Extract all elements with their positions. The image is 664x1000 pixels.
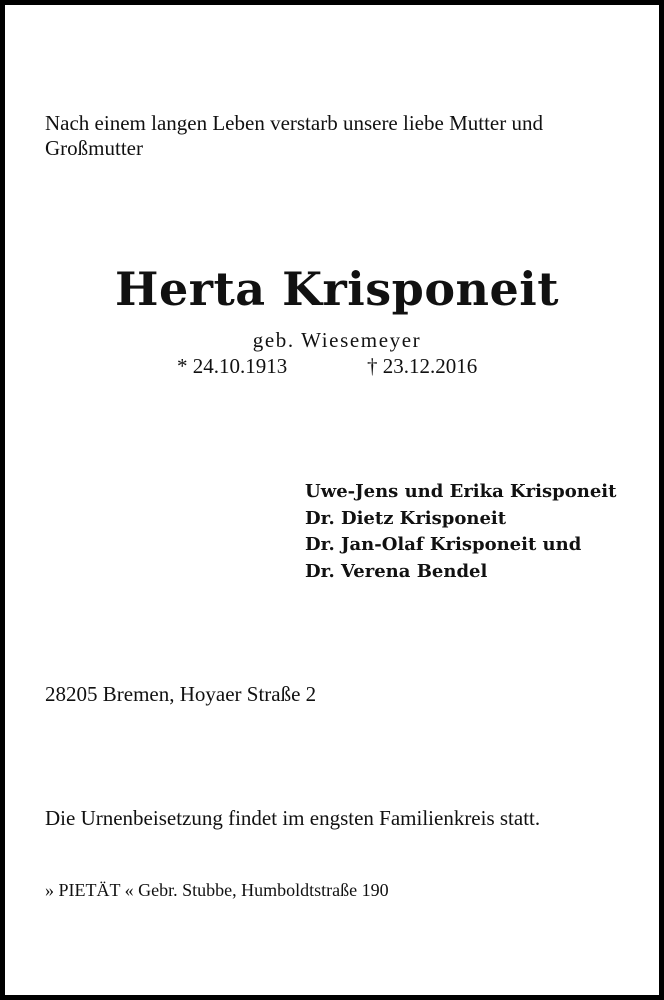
maiden-name: geb. Wiesemeyer	[252, 328, 422, 352]
intro-text	[45, 111, 645, 161]
funeral-note: Die Urnenbeisetzung findet im engsten Familienkreis statt.	[45, 806, 541, 830]
mourner-name: Dr. Dietz Krisponeit	[305, 507, 507, 529]
mourner-name: Uwe-Jens und Erika Krisponeit	[305, 481, 617, 502]
death-date: † 23.12.2016	[367, 354, 478, 378]
mourner-name: Dr. Jan-Olaf Krisponeit und	[305, 534, 582, 555]
intro-line: Nach einem langen Leben verstarb unsere liebe Mutter und	[45, 111, 543, 135]
deceased-name: Herta Krisponeit	[115, 262, 559, 316]
intro-line: Großmutter	[45, 136, 143, 160]
mourner-name: Dr. Verena Bendel	[305, 560, 488, 582]
birth-date: * 24.10.1913	[177, 354, 288, 378]
mourners-list	[305, 479, 616, 585]
undertaker-line: » PIETÄT « Gebr. Stubbe, Humboldtstraße 190	[45, 880, 389, 900]
family-address: 28205 Bremen, Hoyaer Straße 2	[45, 682, 317, 706]
